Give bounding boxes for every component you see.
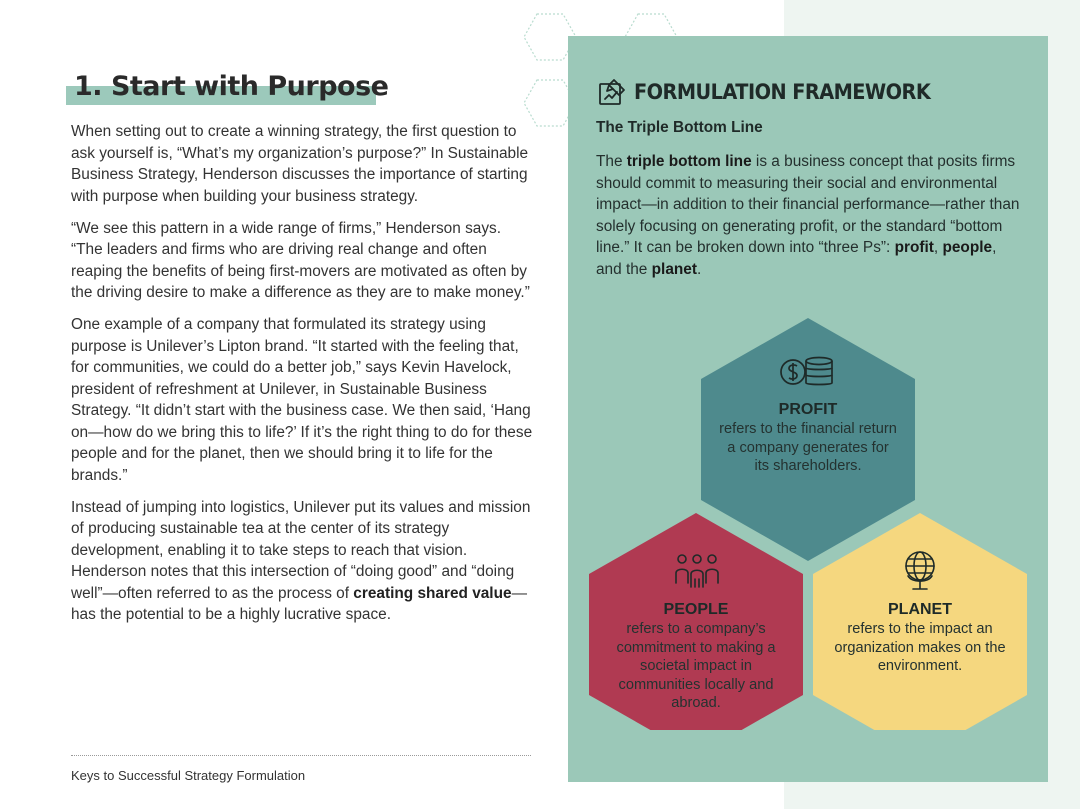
framework-subtitle: The Triple Bottom Line: [596, 119, 763, 136]
framework-description: [596, 151, 1021, 281]
profit-term: profit: [894, 239, 934, 257]
profit-text-block: [718, 400, 898, 476]
planet-desc: refers to the impact an organization makes on the environment.: [834, 621, 1006, 674]
fw-text-2: is a business concept that posits firms should commit to measuring their social and environmental impact—in addition to their financial performance—rather than solely focusing on generating profit, or the standard “bottom line.” It can be broken down into “three Ps”:: [596, 153, 1020, 257]
paragraph-4-start: Instead of jumping into logistics, Unilever put its values and mission of producing sustainable tea at the center of its strategy development, enabling it to take steps to reach that vision. Henderson notes that this intersection of “doing good” and “doing well”—often referred to as the process of: [71, 498, 531, 602]
framework-title: FORMULATION FRAMEWORK: [634, 80, 931, 104]
fw-text-4: , and the: [596, 239, 997, 278]
profit-title: PROFIT: [778, 401, 838, 418]
heading-block: [66, 70, 388, 104]
paragraph-1: When setting out to create a winning strategy, the first question to ask yourself is, “What’s my organization’s purpose?” In Sustainable Business Strategy, Henderson discusses the importance of starting with purpose when building your business strategy.: [71, 123, 529, 205]
footer-divider: [71, 755, 531, 756]
people-title: PEOPLE: [663, 601, 729, 618]
article-body: [71, 121, 536, 636]
paragraph-2: “We see this pattern in a wide range of firms,” Henderson says. “The leaders and firms who are driving real change and often reaping the benefits of being first-movers are motivated as often by the driving desire to make a difference as they are to make money.”: [71, 219, 530, 301]
fw-text-1: The: [596, 153, 627, 170]
money-stack-icon: [778, 354, 838, 390]
planet-term: planet: [651, 260, 697, 278]
page-title: 1. Start with Purpose: [74, 71, 389, 102]
pencil-paper-icon: [597, 77, 627, 107]
people-term: people: [942, 239, 993, 257]
people-text-block: [606, 600, 786, 713]
people-group-icon: [673, 553, 721, 593]
paragraph-4: [71, 497, 536, 626]
shared-value-term: creating shared value: [353, 584, 512, 602]
fw-text-5: .: [696, 260, 702, 278]
tbl-term: triple bottom line: [626, 153, 752, 170]
paragraph-3: One example of a company that formulated its strategy using purpose is Unilever’s Lipton brand. “It started with the feeling that, for communities, we could do a better job,” says Kevin Havelock, president of refreshment at Unilever, in Sustainable Business Strategy. “It didn’t start with the business case. We then said, ‘Hang on—how do we bring this to life?’ If it’s the right thing to do for these people and for the planet, then we should bring it to life for the brands.”: [71, 316, 533, 484]
fw-text-3: ,: [933, 239, 943, 257]
paragraph-4-end: —has the potential to be a highly lucrative space.: [71, 584, 527, 623]
footer-text: Keys to Successful Strategy Formulation: [71, 768, 306, 783]
globe-icon: [900, 548, 940, 592]
people-desc: refers to a company’s commitment to making a societal impact in communities locally and abroad.: [616, 621, 776, 711]
profit-desc: refers to the financial return a company generates for its shareholders.: [719, 421, 897, 474]
planet-title: PLANET: [888, 601, 952, 618]
planet-text-block: [830, 600, 1010, 676]
